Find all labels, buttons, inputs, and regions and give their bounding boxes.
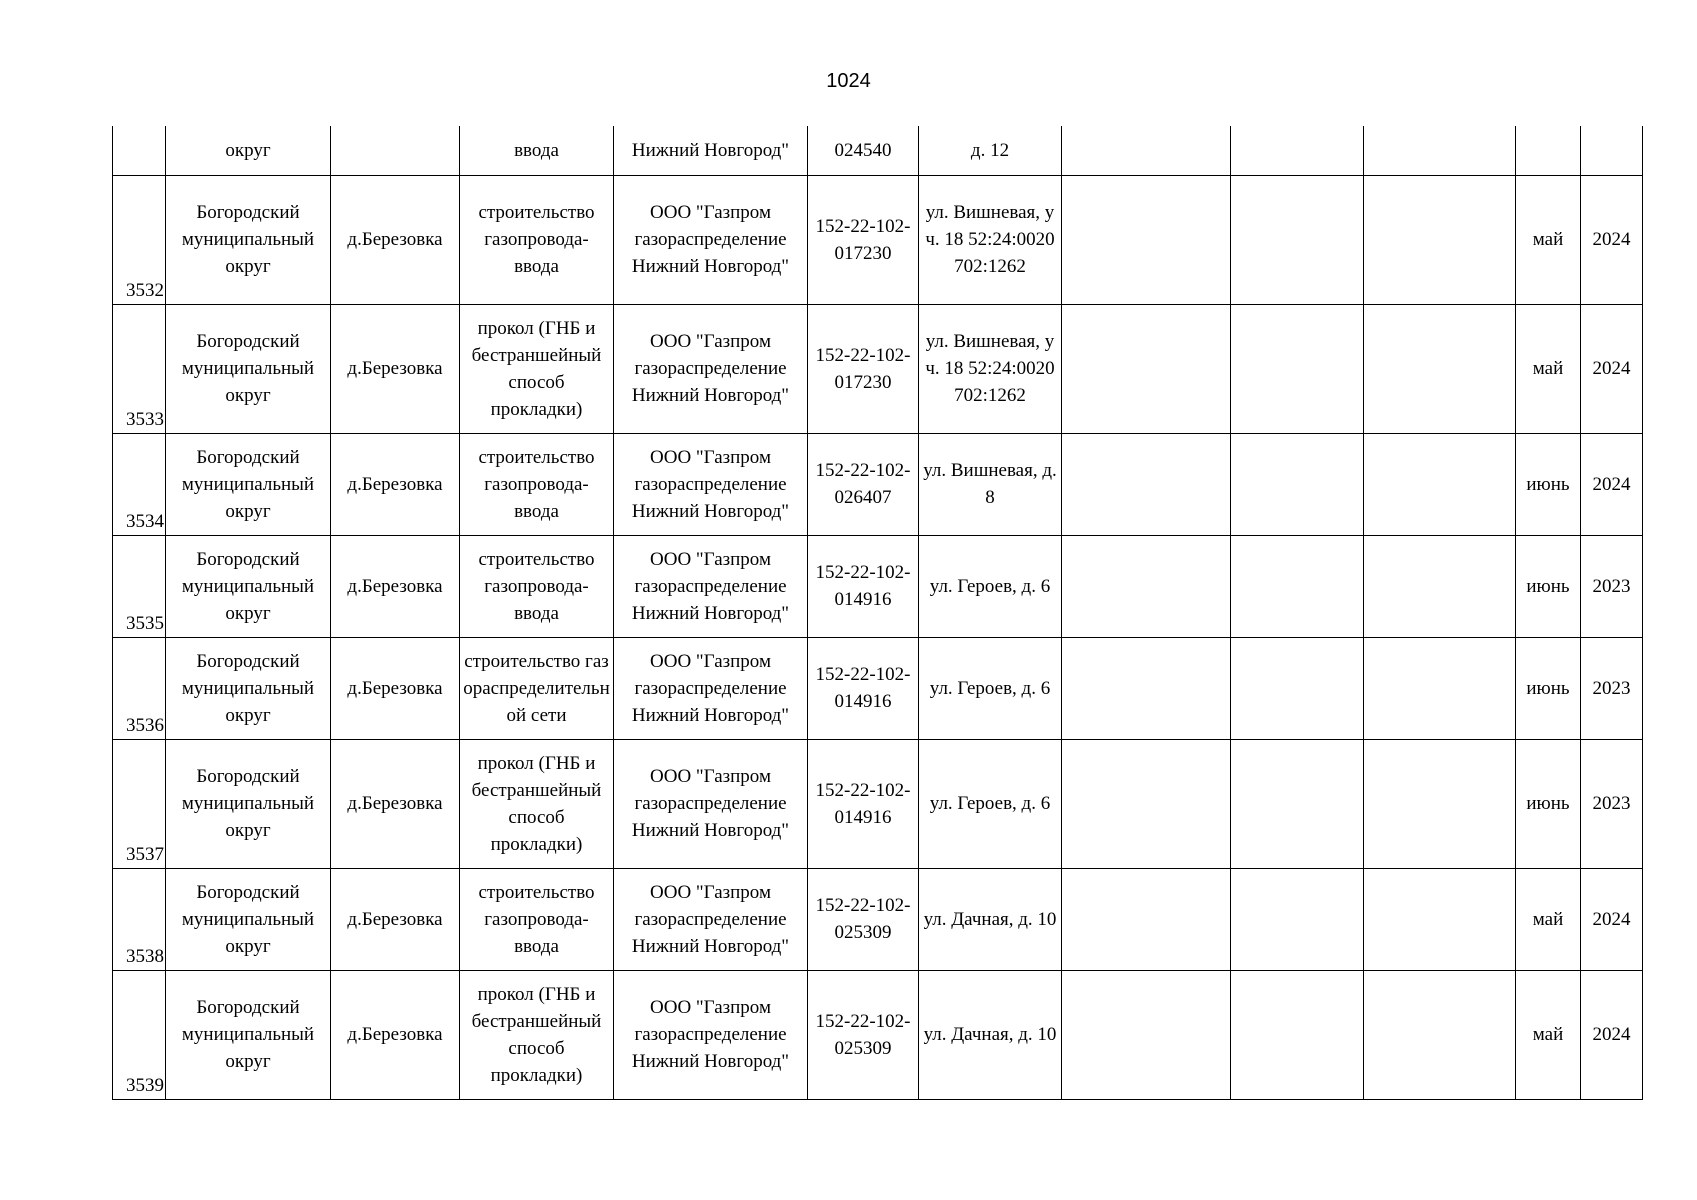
cell-year: 2024 [1581,868,1643,970]
cell-empty [1231,868,1364,970]
cell-empty [1062,433,1231,535]
cell-empty [1231,535,1364,637]
cell-number: 3532 [113,175,166,304]
table-row [113,535,1643,637]
cell-organization: ООО "Газпром газораспределение Нижний Новгород" [614,637,808,739]
cell-address: д. 12 [919,126,1062,175]
cell-year: 2023 [1581,535,1643,637]
cell-locality: д.Березовка [331,970,460,1099]
cell-locality: д.Березовка [331,433,460,535]
cell-empty [1231,126,1364,175]
table-row [113,637,1643,739]
cell-empty [1364,739,1516,868]
cell-empty [1062,535,1231,637]
cell-month: июнь [1516,433,1581,535]
cell-code: 152-22-102-017230 [808,175,919,304]
cell-address: ул. Вишневая, уч. 18 52:24:0020702:1262 [919,175,1062,304]
cell-month: июнь [1516,739,1581,868]
page-number: 1024 [826,70,871,92]
cell-work-type: строительство газораспределительной сети [460,637,614,739]
cell-empty [1062,637,1231,739]
cell-work-type: ввода [460,126,614,175]
cell-locality [331,126,460,175]
cell-month: май [1516,304,1581,433]
cell-number: 3535 [113,535,166,637]
cell-organization: ООО "Газпром газораспределение Нижний Новгород" [614,868,808,970]
cell-empty [1231,175,1364,304]
cell-address: ул. Дачная, д. 10 [919,868,1062,970]
cell-district: округ [166,126,331,175]
cell-number: 3533 [113,304,166,433]
cell-empty [1231,433,1364,535]
cell-district: Богородский муниципальный округ [166,970,331,1099]
cell-locality: д.Березовка [331,535,460,637]
cell-work-type: строительство газопровода-ввода [460,175,614,304]
cell-number: 3536 [113,637,166,739]
cell-empty [1364,126,1516,175]
cell-number: 3537 [113,739,166,868]
cell-year: 2023 [1581,637,1643,739]
cell-empty [1364,304,1516,433]
cell-address: ул. Героев, д. 6 [919,535,1062,637]
cell-work-type: прокол (ГНБ и бестраншейный способ прокладки) [460,739,614,868]
cell-organization: ООО "Газпром газораспределение Нижний Новгород" [614,304,808,433]
cell-work-type: строительство газопровода-ввода [460,535,614,637]
register-table [112,126,1643,1100]
cell-empty [1364,433,1516,535]
cell-empty [1062,175,1231,304]
table-row [113,868,1643,970]
cell-organization: ООО "Газпром газораспределение Нижний Новгород" [614,970,808,1099]
cell-district: Богородский муниципальный округ [166,868,331,970]
cell-address: ул. Вишневая, д. 8 [919,433,1062,535]
cell-empty [1364,175,1516,304]
cell-empty [1364,868,1516,970]
cell-number [113,126,166,175]
cell-address: ул. Вишневая, уч. 18 52:24:0020702:1262 [919,304,1062,433]
cell-number: 3534 [113,433,166,535]
cell-work-type: строительство газопровода-ввода [460,868,614,970]
cell-empty [1231,304,1364,433]
table-row [113,126,1643,175]
cell-year: 2024 [1581,175,1643,304]
cell-organization: Нижний Новгород" [614,126,808,175]
cell-code: 152-22-102-017230 [808,304,919,433]
cell-work-type: строительство газопровода-ввода [460,433,614,535]
cell-empty [1364,637,1516,739]
cell-number: 3538 [113,868,166,970]
cell-empty [1231,739,1364,868]
cell-address: ул. Дачная, д. 10 [919,970,1062,1099]
cell-empty [1062,739,1231,868]
cell-empty [1062,970,1231,1099]
cell-locality: д.Березовка [331,739,460,868]
cell-district: Богородский муниципальный округ [166,304,331,433]
cell-empty [1062,868,1231,970]
cell-organization: ООО "Газпром газораспределение Нижний Новгород" [614,433,808,535]
cell-number: 3539 [113,970,166,1099]
cell-locality: д.Березовка [331,175,460,304]
cell-year: 2024 [1581,433,1643,535]
cell-organization: ООО "Газпром газораспределение Нижний Новгород" [614,739,808,868]
cell-month [1516,126,1581,175]
cell-empty [1364,535,1516,637]
cell-empty [1231,637,1364,739]
cell-code: 024540 [808,126,919,175]
cell-organization: ООО "Газпром газораспределение Нижний Новгород" [614,535,808,637]
cell-code: 152-22-102-026407 [808,433,919,535]
cell-month: июнь [1516,535,1581,637]
cell-code: 152-22-102-025309 [808,868,919,970]
cell-locality: д.Березовка [331,637,460,739]
cell-year: 2024 [1581,970,1643,1099]
cell-empty [1062,304,1231,433]
cell-year [1581,126,1643,175]
cell-address: ул. Героев, д. 6 [919,739,1062,868]
cell-code: 152-22-102-014916 [808,637,919,739]
cell-code: 152-22-102-014916 [808,535,919,637]
cell-code: 152-22-102-025309 [808,970,919,1099]
cell-district: Богородский муниципальный округ [166,433,331,535]
table-row [113,433,1643,535]
cell-work-type: прокол (ГНБ и бестраншейный способ прокладки) [460,304,614,433]
cell-address: ул. Героев, д. 6 [919,637,1062,739]
cell-locality: д.Березовка [331,304,460,433]
cell-code: 152-22-102-014916 [808,739,919,868]
cell-district: Богородский муниципальный округ [166,175,331,304]
table-row [113,970,1643,1099]
cell-district: Богородский муниципальный округ [166,637,331,739]
cell-year: 2023 [1581,739,1643,868]
cell-empty [1062,126,1231,175]
cell-work-type: прокол (ГНБ и бестраншейный способ прокладки) [460,970,614,1099]
table-row [113,304,1643,433]
table-row [113,739,1643,868]
cell-month: май [1516,868,1581,970]
cell-month: май [1516,970,1581,1099]
cell-month: май [1516,175,1581,304]
cell-organization: ООО "Газпром газораспределение Нижний Новгород" [614,175,808,304]
cell-locality: д.Березовка [331,868,460,970]
cell-empty [1231,970,1364,1099]
cell-month: июнь [1516,637,1581,739]
cell-year: 2024 [1581,304,1643,433]
cell-district: Богородский муниципальный округ [166,739,331,868]
table-row [113,175,1643,304]
cell-empty [1364,970,1516,1099]
cell-district: Богородский муниципальный округ [166,535,331,637]
